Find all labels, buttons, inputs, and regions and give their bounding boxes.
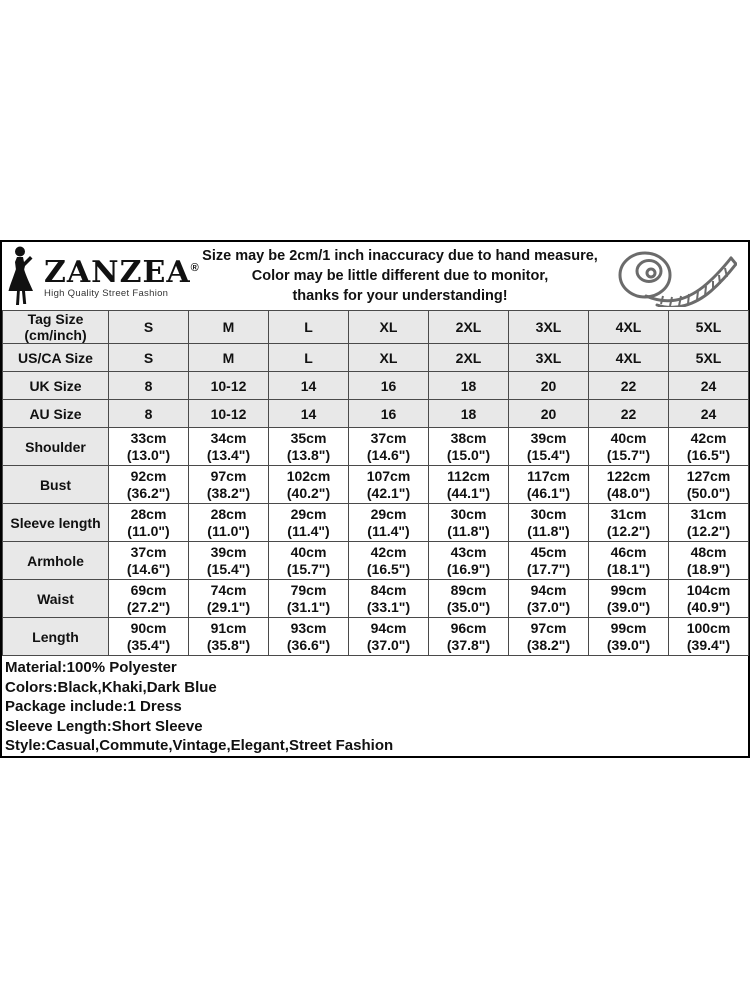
- size-cell: 37cm (14.6"): [109, 542, 189, 580]
- table-row: [3, 466, 749, 504]
- size-cell: 45cm (17.7"): [509, 542, 589, 580]
- row-label: AU Size: [3, 400, 109, 428]
- size-cell: 40cm (15.7"): [589, 428, 669, 466]
- size-cell: 107cm (42.1"): [349, 466, 429, 504]
- size-cell: 14: [269, 400, 349, 428]
- row-label: Sleeve length: [3, 504, 109, 542]
- size-cell: 31cm (12.2"): [589, 504, 669, 542]
- size-cell: 16: [349, 372, 429, 400]
- size-cell: 10-12: [189, 400, 269, 428]
- size-table: [2, 310, 749, 656]
- size-cell: 97cm (38.2"): [509, 618, 589, 656]
- product-info-line: Material:100% Polyester: [5, 659, 177, 676]
- size-cell: 104cm (40.9"): [669, 580, 749, 618]
- size-cell: 31cm (12.2"): [669, 504, 749, 542]
- size-cell: 84cm (33.1"): [349, 580, 429, 618]
- table-row: [3, 580, 749, 618]
- size-cell: 112cm (44.1"): [429, 466, 509, 504]
- table-row: [3, 372, 749, 400]
- size-cell: M: [189, 311, 269, 344]
- size-cell: 3XL: [509, 311, 589, 344]
- size-cell: 2XL: [429, 344, 509, 372]
- woman-silhouette-icon: [8, 246, 42, 306]
- size-cell: 28cm (11.0"): [109, 504, 189, 542]
- size-cell: 3XL: [509, 344, 589, 372]
- product-info-line: Package include:1 Dress: [5, 698, 182, 715]
- size-cell: 24: [669, 372, 749, 400]
- size-cell: 29cm (11.4"): [269, 504, 349, 542]
- size-cell: 43cm (16.9"): [429, 542, 509, 580]
- table-row: [3, 542, 749, 580]
- size-cell: XL: [349, 344, 429, 372]
- size-cell: S: [109, 344, 189, 372]
- product-info: [2, 656, 748, 756]
- disclaimer-text: [202, 246, 598, 306]
- size-cell: 29cm (11.4"): [349, 504, 429, 542]
- size-cell: 39cm (15.4"): [509, 428, 589, 466]
- size-cell: 117cm (46.1"): [509, 466, 589, 504]
- size-cell: 89cm (35.0"): [429, 580, 509, 618]
- row-label: Shoulder: [3, 428, 109, 466]
- row-label: Bust: [3, 466, 109, 504]
- size-cell: 35cm (13.8"): [269, 428, 349, 466]
- size-cell: 38cm (15.0"): [429, 428, 509, 466]
- row-label: Tag Size (cm/inch): [3, 311, 109, 344]
- size-cell: 4XL: [589, 344, 669, 372]
- size-cell: 94cm (37.0"): [349, 618, 429, 656]
- row-label: US/CA Size: [3, 344, 109, 372]
- brand-name: ZANZEA®: [44, 254, 200, 290]
- size-cell: 30cm (11.8"): [509, 504, 589, 542]
- size-cell: 37cm (14.6"): [349, 428, 429, 466]
- size-cell: 39cm (15.4"): [189, 542, 269, 580]
- size-cell: 99cm (39.0"): [589, 580, 669, 618]
- size-cell: 99cm (39.0"): [589, 618, 669, 656]
- size-cell: 5XL: [669, 344, 749, 372]
- disclaimer-line: thanks for your understanding!: [292, 288, 508, 304]
- size-cell: 20: [509, 400, 589, 428]
- measuring-tape-icon: [609, 245, 737, 307]
- size-cell: 8: [109, 372, 189, 400]
- size-cell: S: [109, 311, 189, 344]
- size-cell: 5XL: [669, 311, 749, 344]
- size-cell: 30cm (11.8"): [429, 504, 509, 542]
- size-cell: 90cm (35.4"): [109, 618, 189, 656]
- size-cell: 91cm (35.8"): [189, 618, 269, 656]
- disclaimer-line: Color may be little different due to monitor,: [251, 268, 549, 284]
- size-cell: 33cm (13.0"): [109, 428, 189, 466]
- registered-trademark-symbol: ®: [190, 261, 200, 274]
- table-row: [3, 504, 749, 542]
- size-cell: 46cm (18.1"): [589, 542, 669, 580]
- size-cell: 96cm (37.8"): [429, 618, 509, 656]
- tape-icon-wrap: [598, 245, 748, 307]
- row-label: Waist: [3, 580, 109, 618]
- size-cell: 93cm (36.6"): [269, 618, 349, 656]
- product-info-line: Style:Casual,Commute,Vintage,Elegant,Street Fashion: [5, 737, 394, 754]
- size-cell: 122cm (48.0"): [589, 466, 669, 504]
- size-cell: 22: [589, 372, 669, 400]
- size-cell: 100cm (39.4"): [669, 618, 749, 656]
- table-row: [3, 428, 749, 466]
- size-cell: 20: [509, 372, 589, 400]
- row-label: Armhole: [3, 542, 109, 580]
- size-cell: 42cm (16.5"): [669, 428, 749, 466]
- table-row: [3, 344, 749, 372]
- size-cell: L: [269, 311, 349, 344]
- header-band: [2, 242, 748, 310]
- disclaimer-line: Size may be 2cm/1 inch inaccuracy due to hand measure,: [202, 248, 598, 264]
- size-chart-box: [0, 240, 750, 758]
- size-cell: 16: [349, 400, 429, 428]
- brand-logo-text: [44, 254, 200, 299]
- size-cell: 18: [429, 372, 509, 400]
- size-cell: 2XL: [429, 311, 509, 344]
- size-cell: 69cm (27.2"): [109, 580, 189, 618]
- size-cell: 40cm (15.7"): [269, 542, 349, 580]
- size-cell: 8: [109, 400, 189, 428]
- size-cell: 4XL: [589, 311, 669, 344]
- table-row: [3, 618, 749, 656]
- brand-logo: [2, 246, 202, 306]
- size-cell: 42cm (16.5"): [349, 542, 429, 580]
- product-info-line: Sleeve Length:Short Sleeve: [5, 717, 203, 735]
- brand-tagline: High Quality Street Fashion: [44, 287, 169, 299]
- row-label: UK Size: [3, 372, 109, 400]
- size-cell: 94cm (37.0"): [509, 580, 589, 618]
- size-cell: XL: [349, 311, 429, 344]
- size-cell: M: [189, 344, 269, 372]
- size-cell: 34cm (13.4"): [189, 428, 269, 466]
- size-cell: 74cm (29.1"): [189, 580, 269, 618]
- product-info-line: Colors:Black,Khaki,Dark Blue: [5, 678, 217, 696]
- row-label: Length: [3, 618, 109, 656]
- size-cell: 18: [429, 400, 509, 428]
- size-cell: 28cm (11.0"): [189, 504, 269, 542]
- size-cell: 97cm (38.2"): [189, 466, 269, 504]
- size-cell: 48cm (18.9"): [669, 542, 749, 580]
- size-cell: 127cm (50.0"): [669, 466, 749, 504]
- size-cell: 92cm (36.2"): [109, 466, 189, 504]
- size-cell: 102cm (40.2"): [269, 466, 349, 504]
- size-cell: L: [269, 344, 349, 372]
- table-row: [3, 311, 749, 344]
- size-cell: 10-12: [189, 372, 269, 400]
- table-row: [3, 400, 749, 428]
- size-cell: 22: [589, 400, 669, 428]
- size-cell: 24: [669, 400, 749, 428]
- size-cell: 14: [269, 372, 349, 400]
- size-cell: 79cm (31.1"): [269, 580, 349, 618]
